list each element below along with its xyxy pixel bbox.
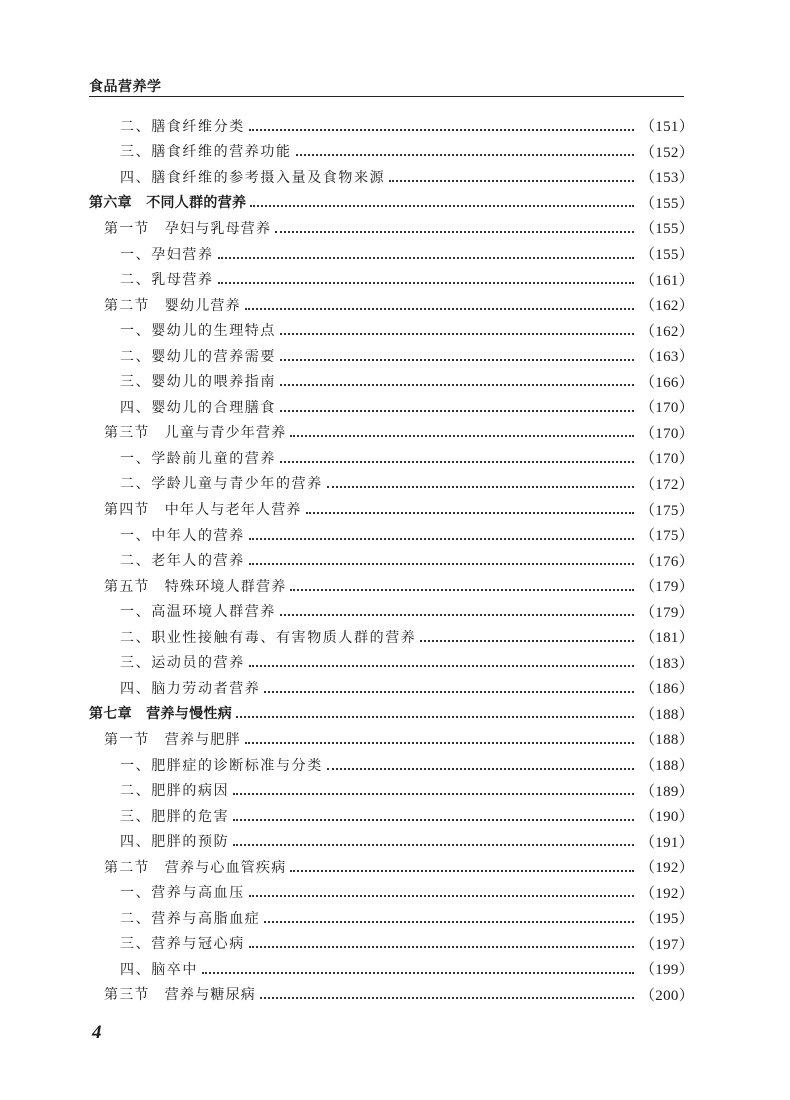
toc-entry-label: 一、高温环境人群营养 [120,604,276,621]
toc-item-row[interactable] [0,905,790,931]
dot-leader [280,333,634,335]
dot-leader [280,359,634,361]
dot-leader [202,972,634,974]
dot-leader [296,154,634,156]
toc-entry-page: （199） [640,962,695,979]
toc-section-row[interactable] [0,982,790,1008]
toc-item-row[interactable] [0,828,790,854]
toc-chapter-row[interactable] [0,701,790,727]
toc-item-row[interactable] [0,956,790,982]
toc-entry-page: （188） [640,706,695,723]
dot-leader [250,205,634,207]
dot-leader [218,257,634,259]
toc-entry-label: 四、脑卒中 [120,961,198,978]
dot-leader [233,793,634,795]
toc-entry-page: （151） [640,119,695,136]
toc-item-row[interactable] [0,547,790,573]
toc-entry-page: （172） [640,476,695,493]
toc-section-row[interactable] [0,420,790,446]
toc-entry-label: 三、运动员的营养 [120,655,245,672]
dot-leader [389,180,634,182]
toc-entry-page: （188） [640,732,695,749]
toc-entry-page: （162） [640,323,695,340]
toc-entry-page: （155） [640,247,695,263]
dot-leader [306,512,634,514]
toc-entry-label: 四、肥胖的预防 [120,834,230,851]
dot-leader [290,435,634,437]
toc-entry-page: （161） [640,272,695,289]
toc-entry-page: （188） [640,758,695,774]
toc-item-row[interactable] [0,752,790,778]
dot-leader [249,538,634,540]
toc-item-row[interactable] [0,394,790,420]
toc-entry-label: 三、膳食纤维的营养功能 [120,144,292,161]
toc-entry-label: 三、婴幼儿的喂养指南 [120,374,276,391]
toc-entry-page: （183） [640,655,695,672]
dot-leader [327,486,634,488]
toc-section-row[interactable] [0,496,790,522]
toc-item-row[interactable] [0,317,790,343]
toc-entry-label: 一、孕妇营养 [120,246,214,263]
toc-entry-page: （181） [640,630,695,647]
toc-entry-label: 二、膳食纤维分类 [120,118,245,135]
toc-entry-page: （170） [640,425,695,442]
toc-entry-label: 三、肥胖的危害 [120,808,230,825]
toc-item-row[interactable] [0,880,790,906]
toc-entry-page: （197） [640,936,695,953]
toc-entry-label: 三、营养与冠心病 [120,936,245,953]
toc-entry-page: （186） [640,681,695,698]
toc-entry-label: 二、乳母营养 [120,272,214,289]
dot-leader [420,640,634,642]
toc-entry-page: （189） [640,783,695,800]
dot-leader [249,895,634,897]
dot-leader [249,946,634,948]
toc-section-row[interactable] [0,854,790,880]
dot-leader [218,282,634,284]
toc-item-row[interactable] [0,369,790,395]
toc-item-row[interactable] [0,113,790,139]
toc-entry-label: 四、婴幼儿的合理膳食 [120,399,276,416]
dot-leader [280,461,634,463]
toc-entry-label: 第一节 孕妇与乳母营养 [104,220,272,237]
toc-entry-page: （162） [640,298,695,315]
toc-entry-page: （170） [640,451,695,468]
toc-item-row[interactable] [0,164,790,190]
toc-item-row[interactable] [0,598,790,624]
dot-leader [327,768,634,770]
toc-entry-label: 二、职业性接触有毒、有害物质人群的营养 [120,629,417,646]
toc-entry-page: （179） [640,579,695,596]
page-number: 4 [92,1022,102,1043]
header-rule [89,96,684,97]
toc-entry-label: 四、脑力劳动者营养 [120,680,261,697]
dot-leader [233,844,634,846]
dot-leader [290,870,634,872]
toc-entry-label: 第五节 特殊环境人群营养 [104,578,287,595]
toc-item-row[interactable] [0,471,790,497]
dot-leader [249,563,634,565]
toc-entry-label: 一、营养与高血压 [120,885,245,902]
dot-leader [280,614,634,616]
toc-entry-label: 第三节 营养与糖尿病 [104,987,256,1004]
toc-item-row[interactable] [0,139,790,165]
dot-leader [280,410,634,412]
toc-entry-label: 二、学龄儿童与青少年的营养 [120,476,323,493]
dot-leader [280,384,634,386]
toc-item-row[interactable] [0,343,790,369]
dot-leader [233,819,634,821]
toc-entry-label: 一、婴幼儿的生理特点 [120,323,276,340]
dot-leader [245,308,634,310]
toc-entry-label: 二、老年人的营养 [120,553,245,570]
toc-item-row[interactable] [0,624,790,650]
toc-item-row[interactable] [0,445,790,471]
toc-entry-page: （200） [640,987,695,1004]
toc-item-row[interactable] [0,803,790,829]
toc-entry-label: 第四节 中年人与老年人营养 [104,502,302,518]
toc-entry-page: （192） [640,860,695,877]
toc-entry-page: （190） [640,809,695,826]
toc-entry-page: （176） [640,553,695,570]
toc-item-row[interactable] [0,241,790,267]
toc-item-row[interactable] [0,650,790,676]
dot-leader [236,716,634,718]
dot-leader [264,921,634,923]
dot-leader [245,742,634,744]
dot-leader [249,665,634,667]
toc-entry-label: 第三节 儿童与青少年营养 [104,425,287,442]
toc-entry-page: （155） [640,221,695,238]
toc-entry-page: （155） [640,195,695,212]
toc-entry-label: 四、膳食纤维的参考摄入量及食物来源 [120,169,386,186]
toc-entry-label: 一、中年人的营养 [120,527,245,544]
toc-item-row[interactable] [0,266,790,292]
toc-entry-label: 第二节 婴幼儿营养 [104,297,241,314]
toc-entry-label: 第一节 营养与肥胖 [104,731,241,748]
dot-leader [275,231,634,233]
toc-item-row[interactable] [0,931,790,957]
toc-entry-label: 二、婴幼儿的营养需要 [120,348,276,365]
toc-entry-label: 一、学龄前儿童的营养 [120,450,276,467]
toc-entry-page: （170） [640,400,695,417]
toc-entry-page: （175） [640,502,695,519]
toc-entry-page: （192） [640,885,695,902]
toc-entry-page: （163） [640,349,695,366]
toc-entry-page: （191） [640,834,695,851]
toc-entry-label: 二、营养与高脂血症 [120,910,261,927]
toc-section-row[interactable] [0,215,790,241]
dot-leader [260,997,634,999]
toc-section-row[interactable] [0,292,790,318]
toc-entry-page: （175） [640,528,695,545]
toc-entry-page: （195） [640,911,695,928]
toc-entry-label: 二、肥胖的病因 [120,783,230,800]
toc-chapter-row[interactable] [0,190,790,216]
toc-item-row[interactable] [0,675,790,701]
toc-entry-page: （152） [640,144,695,161]
toc-section-row[interactable] [0,726,790,752]
toc-entry-label: 第六章 不同人群的营养 [89,195,247,212]
toc-entry-page: （153） [640,170,695,187]
toc-entry-page: （166） [640,374,695,391]
running-header-title: 食品营养学 [89,79,162,95]
dot-leader [290,589,634,591]
dot-leader [249,129,634,131]
toc-entry-label: 第二节 营养与心血管疾病 [104,859,287,876]
toc-item-row[interactable] [0,522,790,548]
toc-item-row[interactable] [0,777,790,803]
dot-leader [264,691,634,693]
toc-section-row[interactable] [0,573,790,599]
toc-entry-label: 一、肥胖症的诊断标准与分类 [120,757,323,774]
toc-entry-page: （179） [640,604,695,621]
toc-entry-label: 第七章 营养与慢性病 [89,706,232,723]
